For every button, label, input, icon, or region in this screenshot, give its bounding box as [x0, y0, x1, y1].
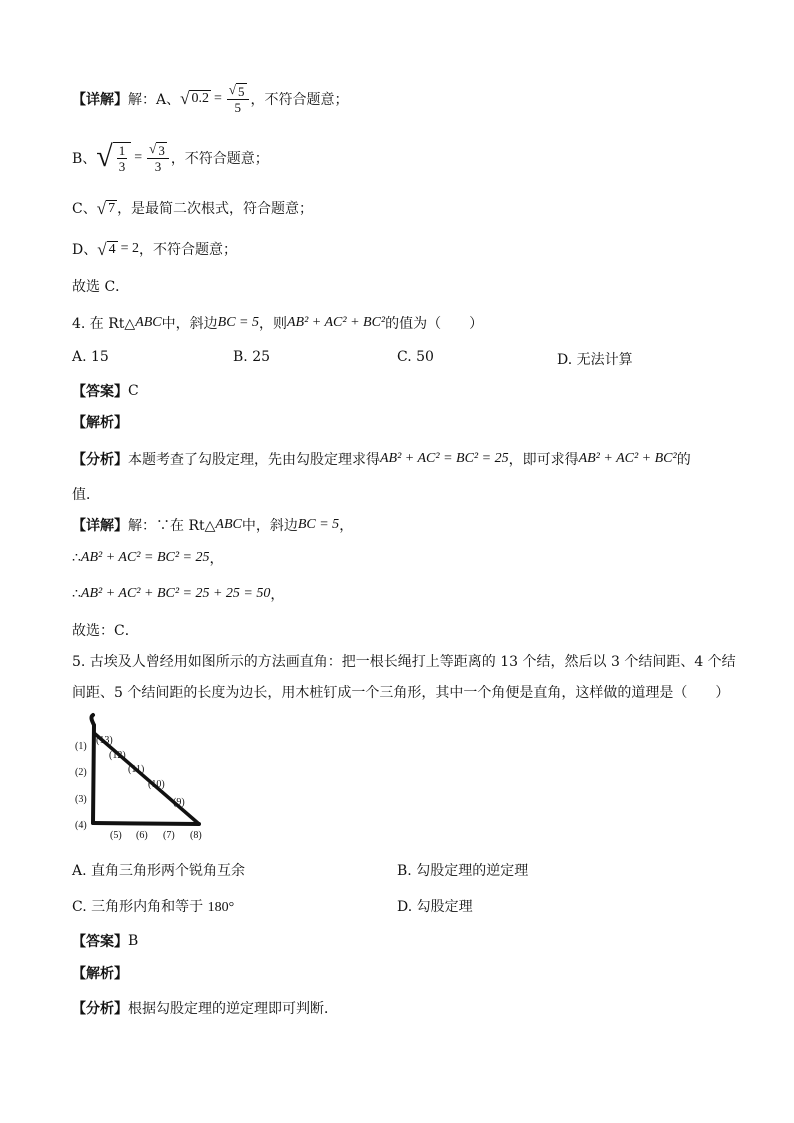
q4-fenxi-line2: 值．: [72, 487, 100, 503]
fraction: √ 5 5: [227, 82, 249, 115]
q5-answer: 【答案】 B: [72, 933, 139, 950]
sqrt-fraction: √ $\frac{1}{3}$: [96, 142, 131, 174]
knot-label: (4): [75, 820, 87, 831]
knot-label: (10): [148, 779, 165, 790]
q5-option-b: B. 勾股定理的逆定理: [397, 863, 529, 879]
q3-detail-line-b: B、 √ $\frac{1}{3}$ = √ 3 3 ，不符合题意；: [72, 139, 269, 174]
q4-detail-line3: ∴ AB² + AC² + BC² = 25 + 25 = 50 ，: [72, 586, 285, 603]
answer-label: 【答案】: [72, 934, 128, 950]
knot-label: (8): [190, 830, 202, 841]
knot-label: (5): [110, 830, 122, 841]
knot-label: (12): [109, 750, 126, 761]
q3-detail-line-a: 【详解】 解：A、 √ 0.2 = √ 5 5 ，不符合题意；: [72, 82, 349, 115]
q4-option-b: B. 25: [233, 349, 271, 365]
knot-label: (6): [136, 830, 148, 841]
knot-label: (2): [75, 767, 87, 778]
q4-option-c: C. 50: [397, 349, 434, 365]
knot-label: (3): [75, 794, 87, 805]
rope-triangle-figure: [72, 707, 212, 847]
q3-detail-line-c: C、 √ 7 ，是最简二次根式，符合题意；: [72, 198, 314, 218]
q5-option-a: A. 直角三角形两个锐角互余: [72, 863, 246, 879]
knot-label: (7): [163, 830, 175, 841]
knot-label: (9): [173, 797, 185, 808]
q5-option-d: D. 勾股定理: [397, 899, 473, 915]
q4-detail-line2: ∴ AB² + AC² = BC² = 25 ，: [72, 550, 224, 567]
q5-fenxi: 【分析】 根据勾股定理的逆定理即可判断．: [72, 1001, 338, 1017]
q4-option-d: D. 无法计算: [557, 352, 633, 368]
knot-label: (1): [75, 741, 87, 752]
q5-analysis-label: 【解析】: [72, 966, 128, 982]
q5-stem-line1: 5. 古埃及人曾经用如图所示的方法画直角：把一根长绳打上等距离的 13 个结，然后以 3 个结间距、4 个结: [72, 654, 736, 670]
q4-option-a: A. 15: [72, 349, 109, 365]
sqrt-expression: √ 0.2: [180, 89, 209, 108]
answer-label: 【答案】: [72, 384, 128, 400]
detail-label: 【详解】: [72, 91, 128, 108]
q3-detail-line-d: D、 √ 4 = 2 ，不符合题意；: [72, 239, 237, 259]
q4-detail-line1: 【详解】 解：∵在 Rt△ ABC 中，斜边 BC = 5 ，: [72, 517, 354, 534]
sqrt-expression: √ 4: [97, 239, 116, 259]
q3-choose: 故选 C．: [72, 279, 130, 295]
q5-stem-line2: 间距、5 个结间距的长度为边长，用木桩钉成一个三角形，其中一个角便是直角，这样做的道理是（ ）: [72, 685, 730, 701]
q5-option-c: C. 三角形内角和等于 180°: [72, 899, 235, 915]
knot-label: (13): [96, 735, 113, 746]
q4-fenxi-line1: 【分析】 本题考查了勾股定理，先由勾股定理求得 AB² + AC² = BC² = 25 ，即可求得 AB² + AC² + BC² 的: [72, 451, 691, 468]
sqrt-expression: √ 7: [96, 198, 116, 218]
knot-label: (11): [128, 764, 145, 775]
q4-analysis-label: 【解析】: [72, 415, 128, 431]
q4-choose: 故选：C．: [72, 623, 139, 639]
fraction: √ 3 3: [147, 141, 169, 174]
q4-stem: 4. 在 Rt△ ABC 中，斜边 BC = 5 ，则 AB² + AC² + BC² 的值为（ ）: [72, 315, 484, 332]
q4-answer: 【答案】 C: [72, 383, 139, 400]
